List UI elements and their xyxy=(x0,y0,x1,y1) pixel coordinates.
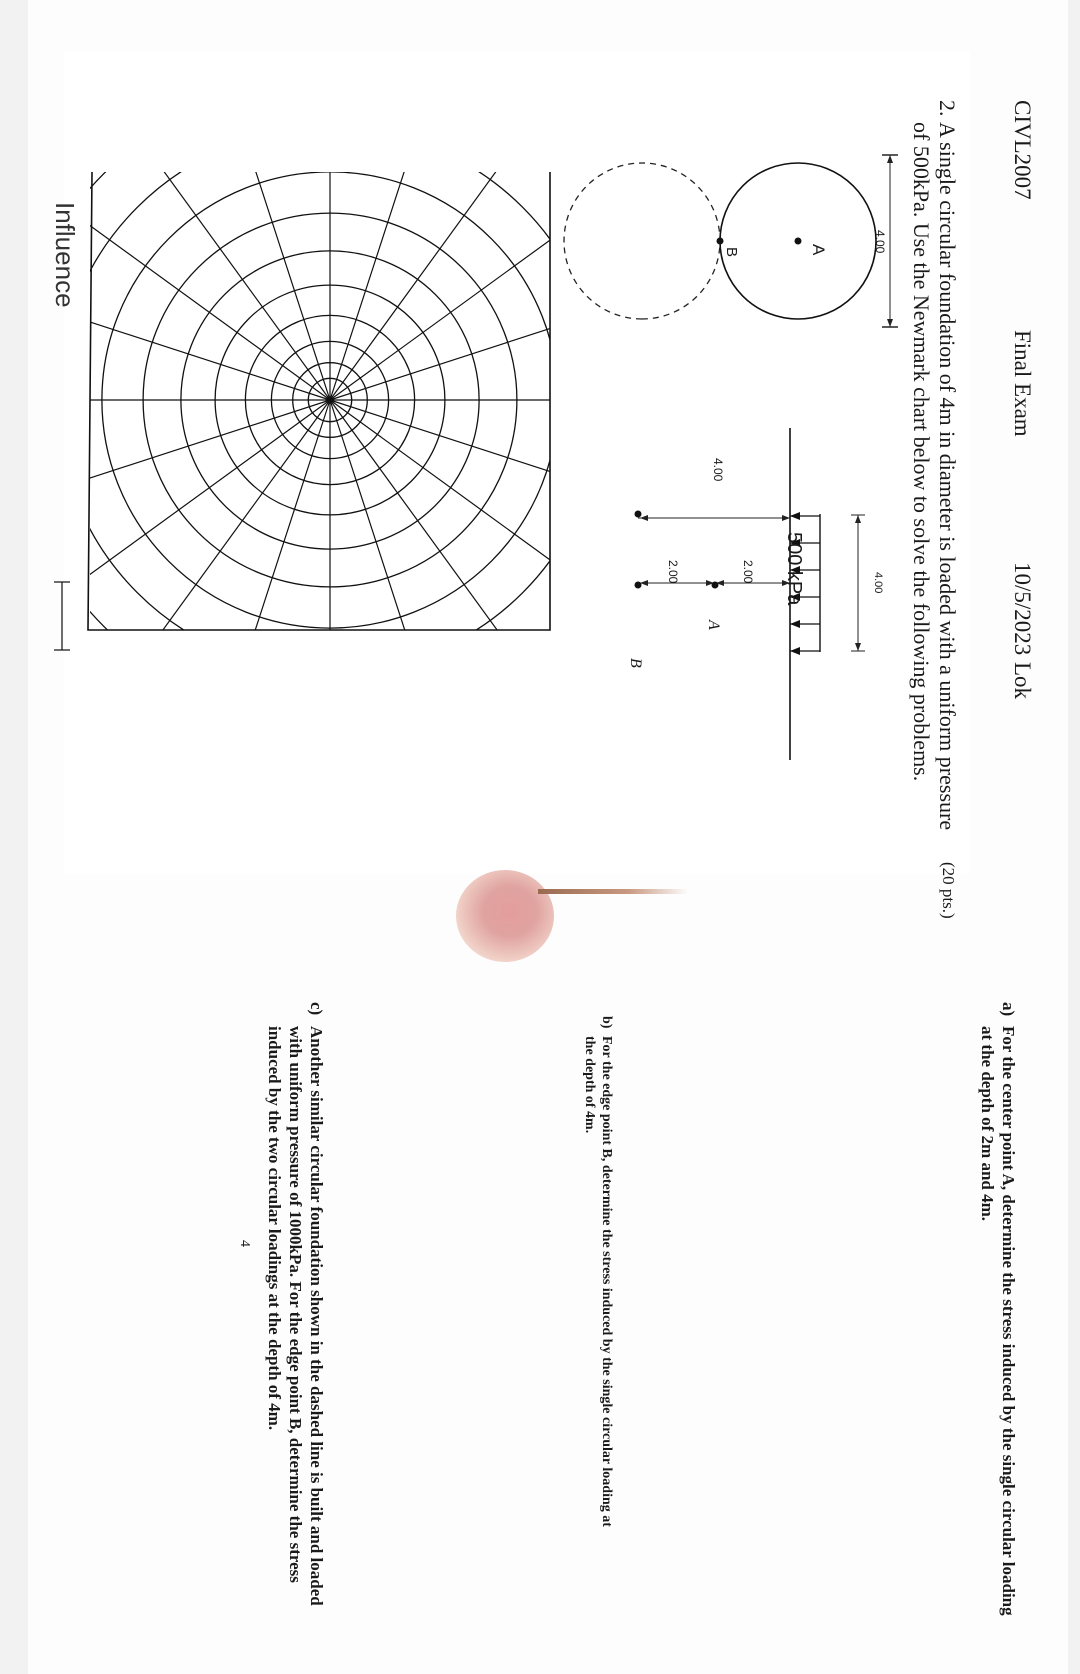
exam-title: Final Exam xyxy=(1010,330,1035,437)
part-a-line-2: at the depth of 2m and 4m. xyxy=(978,1026,997,1222)
influence-ray xyxy=(83,400,330,740)
question-line-2: of 500kPa. Use the Newmark chart below to solve the following problems. xyxy=(909,122,934,782)
section-depth-label: 4.00 xyxy=(711,458,725,482)
page-number: 4 xyxy=(237,1240,252,1247)
influence-ray xyxy=(0,400,330,530)
part-c-label: c) xyxy=(307,1002,326,1016)
question-points: (20 pts.) xyxy=(939,862,958,919)
point-a-label: A xyxy=(809,244,828,256)
chart-label: Influence xyxy=(50,202,80,308)
course-code: CIVL2007 xyxy=(1010,100,1035,200)
newmark-chart-lines xyxy=(0,0,750,820)
influence-ray xyxy=(330,60,577,400)
instructor-name: Lok xyxy=(1010,662,1035,700)
question-line-1: A single circular foundation of 4m in diameter is loaded with a uniform pressure xyxy=(935,122,960,831)
part-a-line-1: For the center point A, determine the stress induced by the single circular loading xyxy=(999,1026,1018,1616)
influence-ray xyxy=(330,400,577,740)
part-b-label: b) xyxy=(599,1016,614,1029)
plan-dimension-label: 4.00 xyxy=(873,230,887,254)
part-c-line-2: with uniform pressure of 1000kPa. For the edge point B, determine the stress xyxy=(286,1026,305,1583)
part-b-line-2: the depth of 4m. xyxy=(582,1036,597,1134)
exam-date: 10/5/2023 xyxy=(1010,562,1035,656)
part-c-line-3: induced by the two circular loadings at the depth of 4m. xyxy=(265,1026,284,1431)
handwritten-a-mark: A xyxy=(705,620,722,630)
influence-ray xyxy=(330,400,670,647)
point-b-label: B xyxy=(723,247,740,258)
influence-ray xyxy=(330,153,670,400)
section-width-label: 4.00 xyxy=(872,572,884,594)
part-b-line-1: For the edge point B, determine the stress induced by the single circular loading at xyxy=(599,1036,614,1527)
handwritten-b-mark: B xyxy=(627,658,644,668)
influence-ray xyxy=(0,400,330,647)
part-c-line-1: Another similar circular foundation shown in the dashed line is built and loaded xyxy=(307,1026,326,1606)
section-depth-a2-label: 2.00 xyxy=(666,560,680,584)
section-depth-a1-label: 2.00 xyxy=(741,560,755,584)
pressure-label: 500 kPa xyxy=(783,532,805,606)
question-number: 2. xyxy=(935,100,960,117)
part-a-label: a) xyxy=(999,1002,1018,1017)
influence-ray xyxy=(83,60,330,400)
chart-border xyxy=(88,172,550,630)
